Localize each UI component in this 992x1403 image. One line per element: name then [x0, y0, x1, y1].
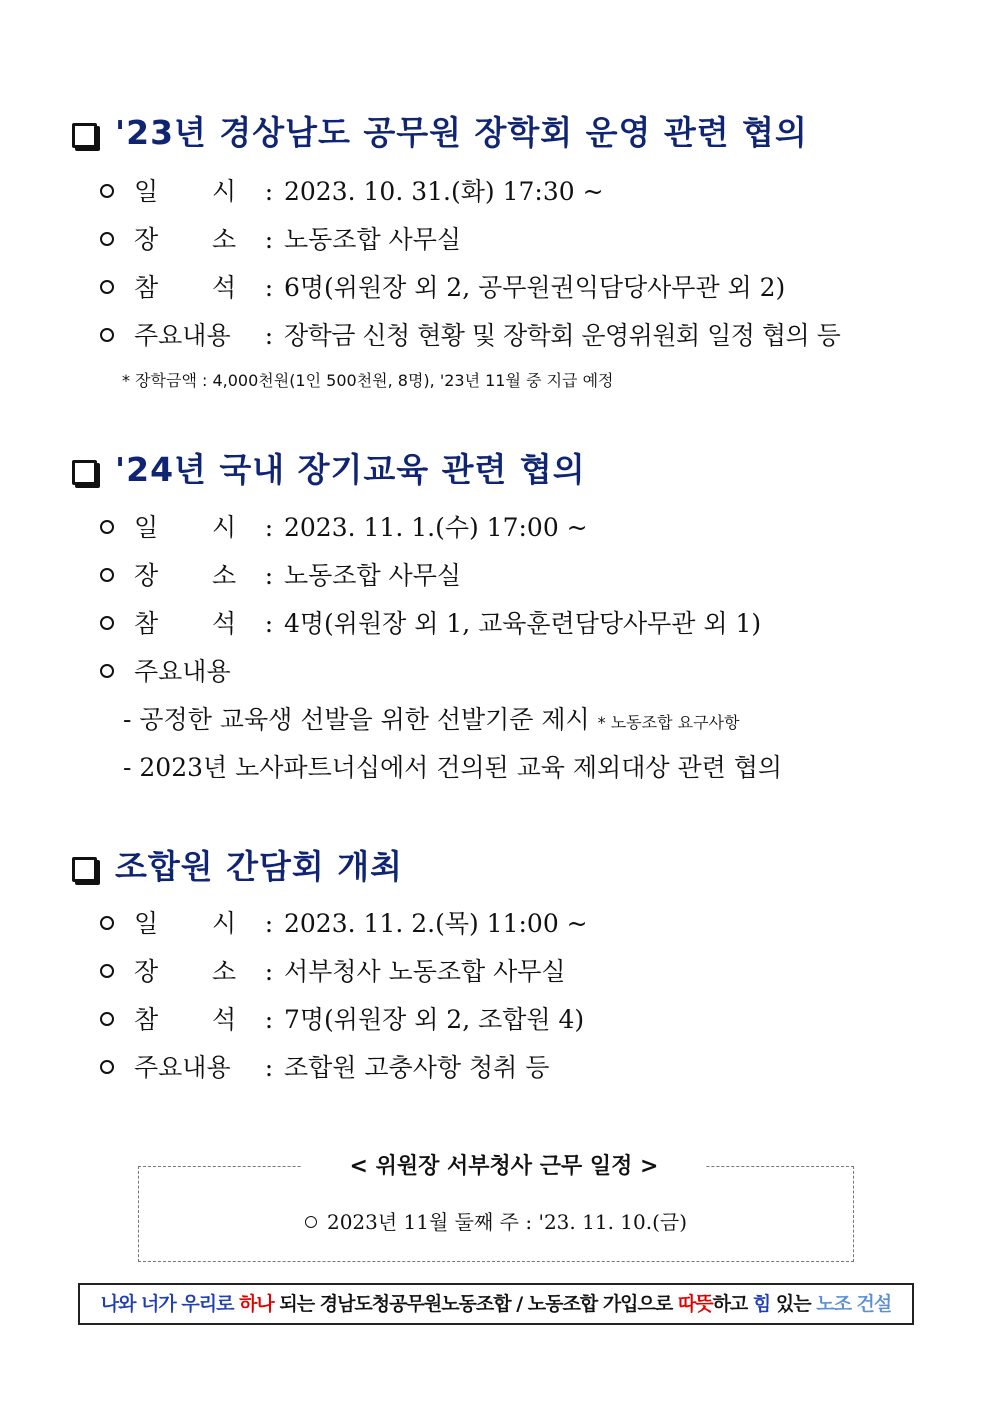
item-value: 2023. 11. 1.(수) 17:00 ~ — [284, 513, 588, 542]
slogan-part: 힘 — [752, 1293, 771, 1315]
circle-bullet-icon — [100, 616, 114, 630]
section-title-scholarship — [72, 113, 808, 153]
item-value: 2023. 10. 31.(화) 17:30 ~ — [284, 177, 604, 206]
slogan-part: 되는 경남도청공무원노동조합 / 노동조합 가입으로 — [273, 1293, 678, 1315]
schedule-line — [138, 1206, 854, 1235]
item-label: 주요내용 — [134, 321, 231, 350]
checkbox-icon — [72, 123, 97, 148]
item-date — [100, 175, 604, 209]
item-place — [100, 223, 461, 257]
checkbox-icon — [72, 857, 97, 882]
sub-item-text: - 공정한 교육생 선발을 위한 선발기준 제시 — [123, 705, 590, 734]
item-label: 일 시 — [134, 513, 237, 542]
section-title-text: '23년 경상남도 공무원 장학회 운영 관련 협의 — [115, 113, 808, 152]
item-label: 일 시 — [134, 177, 237, 206]
item-agenda — [100, 655, 231, 689]
item-attendees — [100, 607, 761, 641]
item-label: 주요내용 — [134, 1053, 231, 1082]
item-agenda — [100, 1051, 549, 1085]
circle-bullet-icon — [100, 328, 114, 342]
item-date — [100, 907, 588, 941]
item-value: 2023. 11. 2.(목) 11:00 ~ — [284, 909, 588, 938]
schedule-line-text: 2023년 11월 둘째 주 : '23. 11. 10.(금) — [326, 1210, 688, 1234]
item-colon: : — [264, 561, 274, 590]
item-attendees — [100, 1003, 584, 1037]
slogan-part: 노조 건설 — [816, 1293, 892, 1315]
item-label: 장 소 — [134, 561, 237, 590]
item-colon: : — [264, 609, 274, 638]
item-value: 조합원 고충사항 청취 등 — [284, 1053, 550, 1082]
item-place — [100, 559, 461, 593]
scholarship-note: * 장학금액 : 4,000천원(1인 500천원, 8명), '23년 11월 중 지급 예정 — [122, 371, 614, 390]
item-value: 노동조합 사무실 — [284, 561, 461, 590]
slogan-part: 하고 — [712, 1293, 753, 1315]
section-title-text: '24년 국내 장기교육 관련 협의 — [115, 450, 586, 489]
item-value: 장학금 신청 현황 및 장학회 운영위원회 일정 협의 등 — [284, 321, 841, 350]
circle-bullet-icon — [100, 964, 114, 978]
item-date — [100, 511, 588, 545]
item-colon: : — [264, 513, 274, 542]
item-label: 참 석 — [134, 273, 237, 302]
circle-bullet-icon — [305, 1216, 317, 1228]
circle-bullet-icon — [100, 1012, 114, 1026]
slogan-part: 하나 — [239, 1293, 274, 1315]
agenda-sub-item — [123, 751, 782, 785]
slogan-banner — [78, 1283, 914, 1325]
item-attendees — [100, 271, 785, 305]
item-label: 참 석 — [134, 609, 237, 638]
item-colon: : — [264, 909, 274, 938]
slogan-part: 나와 너가 우리로 — [100, 1293, 240, 1315]
section-title-text: 조합원 간담회 개최 — [115, 847, 404, 886]
item-label: 장 소 — [134, 225, 237, 254]
item-colon: : — [264, 1005, 274, 1034]
item-value: 6명(위원장 외 2, 공무원권익담당사무관 외 2) — [284, 273, 786, 302]
item-label: 장 소 — [134, 957, 237, 986]
item-agenda — [100, 319, 840, 353]
item-label: 주요내용 — [134, 657, 231, 686]
item-colon: : — [264, 225, 274, 254]
circle-bullet-icon — [100, 280, 114, 294]
circle-bullet-icon — [100, 664, 114, 678]
slogan-part: 따뜻 — [677, 1293, 713, 1315]
section-title-meeting — [72, 847, 403, 887]
item-place — [100, 955, 566, 989]
circle-bullet-icon — [100, 568, 114, 582]
item-value: 서부청사 노동조합 사무실 — [284, 957, 566, 986]
section-title-education — [72, 450, 586, 490]
schedule-title: < 위원장 서부청사 근무 일정 > — [302, 1150, 706, 1184]
sub-item-note: * 노동조합 요구사항 — [597, 713, 740, 732]
item-colon: : — [264, 177, 274, 206]
circle-bullet-icon — [100, 232, 114, 246]
sub-item-text: - 2023년 노사파트너십에서 건의된 교육 제외대상 관련 협의 — [123, 753, 782, 782]
circle-bullet-icon — [100, 1060, 114, 1074]
item-colon: : — [264, 1053, 274, 1082]
checkbox-icon — [72, 460, 97, 485]
item-value: 7명(위원장 외 2, 조합원 4) — [284, 1005, 585, 1034]
item-colon: : — [264, 957, 274, 986]
slogan-part: 있는 — [770, 1293, 817, 1315]
item-value: 4명(위원장 외 1, 교육훈련담당사무관 외 1) — [284, 609, 762, 638]
item-label: 참 석 — [134, 1005, 237, 1034]
circle-bullet-icon — [100, 520, 114, 534]
item-colon: : — [264, 273, 274, 302]
circle-bullet-icon — [100, 916, 114, 930]
item-value: 노동조합 사무실 — [284, 225, 461, 254]
item-colon: : — [264, 321, 274, 350]
item-label: 일 시 — [134, 909, 237, 938]
agenda-sub-item — [123, 703, 739, 740]
circle-bullet-icon — [100, 184, 114, 198]
